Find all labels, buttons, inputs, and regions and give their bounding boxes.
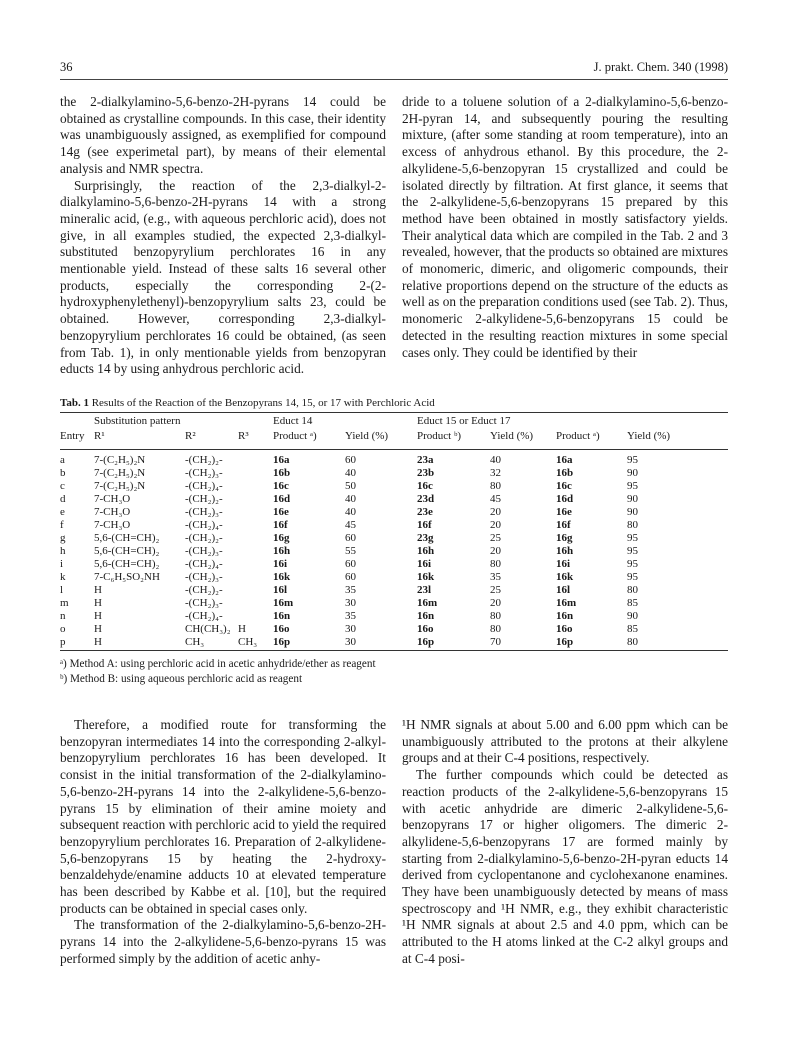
table-cell: 16f: [273, 519, 288, 531]
table-cell: 95: [627, 558, 638, 570]
table-rule-bottom: [60, 650, 728, 651]
table-entry-label: i: [60, 558, 64, 570]
table-cell: H: [94, 597, 102, 609]
table-cell: 16h: [417, 545, 435, 557]
table-cell: -(CH₂)₂-: [185, 532, 223, 544]
paragraph: dride to a toluene solution of a 2-dialkylamino-5,6-benzo-2H-pyran 14, and subsequently pouring the resulting mixture, (after some standing at room temperature), into an excess of anhydrous ethanol. By this procedure, the 2-alkylidene-5,6-benzopyran 15 crystallized and could be isolated directly by filtration. At first glance, it seems that the 2-alkylidene-5,6-benzopyrans 15 prepared by this method have been obtained in mostly satisfactory yields. Their analytical data which are compiled in the Tab. 2 and 3 revealed, however, that the products so obtained are mixtures of monomeric, dimeric, and oligomeric compounds, their relative proportions depend on the structure of the educts as well as on the preparation conditions used (see Tab. 2). Thus, monomeric 2-alkylidene-5,6-benzopyrans 15 could be detected in the resulting reaction mixtures in some special cases only. They could be identified by their: [402, 94, 728, 360]
table-cell: 95: [627, 571, 638, 583]
header-rule: [60, 79, 728, 80]
table-cell: 90: [627, 610, 638, 622]
table-group-header: Educt 14: [273, 415, 313, 427]
table-cell: 23l: [417, 584, 432, 596]
table-cell: -(CH₂)₃-: [185, 506, 223, 518]
table-cell: 23b: [417, 467, 435, 479]
table-entry-label: c: [60, 480, 65, 492]
table-cell: 16g: [273, 532, 290, 544]
table-cell: 23g: [417, 532, 434, 544]
table-cell: CH(CH₃)₂: [185, 623, 231, 635]
table-cell: 95: [627, 532, 638, 544]
table-cell: 45: [345, 519, 356, 531]
table-cell: 16l: [556, 584, 571, 596]
table-cell: 23e: [417, 506, 433, 518]
table-cell: 16m: [273, 597, 294, 609]
table-entry-label: k: [60, 571, 66, 583]
table-cell: 35: [490, 571, 501, 583]
table-cell: 30: [345, 636, 356, 648]
table-cell: 16g: [556, 532, 573, 544]
paragraph: The further compounds which could be detected as reaction products of the 2-alkylidene-5,6-benzopyrans 15 with acetic anhydride are dimeric 2-alkylidene-5,6-benzopyrans 17 or higher oligomers. The dimeric 2-alkylidene-5,6-benzopyrans 17 are formed mainly by starting from 2-dialkylamino-5,6-benzo-2H-pyran educts 14 derived from cyclopentanone and cyclohexanone enamines. They have been unambiguously detected by means of mass spectroscopy and ¹H NMR, e.g., they exhibit characteristic ¹H NMR signals at about 2.5 and 4.0 ppm, which can be attributed to the H atoms linked at the C-2 alkyl groups and at C-4 posi-: [402, 767, 728, 966]
table-cell: 60: [345, 558, 356, 570]
table-cell: 16p: [273, 636, 291, 648]
table-cell: 5,6-(CH=CH)₂: [94, 545, 160, 557]
table-cell: 16l: [273, 584, 288, 596]
table-entry-label: g: [60, 532, 66, 544]
table-cell: 16d: [556, 493, 574, 505]
table-cell: H: [238, 623, 246, 635]
table-column-header: R²: [185, 430, 196, 442]
table-column-header: Product ᵃ): [273, 430, 317, 442]
table-cell: 40: [490, 454, 501, 466]
table-cell: 16n: [273, 610, 291, 622]
table-cell: 7-CH₃O: [94, 506, 131, 518]
text-column-right-bottom: [402, 717, 728, 968]
table-cell: 85: [627, 597, 638, 609]
table-cell: 25: [490, 532, 501, 544]
table-cell: 60: [345, 571, 356, 583]
table-column-header: Yield (%): [345, 430, 389, 442]
table-cell: -(CH₂)₃-: [185, 571, 223, 583]
table-cell: CH₃: [238, 636, 258, 648]
table-entry-label: n: [60, 610, 66, 622]
table-cell: 16m: [556, 597, 577, 609]
table-cell: 16k: [273, 571, 291, 583]
table-cell: H: [94, 623, 102, 635]
table-column-header: Yield (%): [490, 430, 534, 442]
table-cell: 16d: [273, 493, 291, 505]
table-cell: 90: [627, 467, 638, 479]
table-column-header: Product ᵇ): [417, 430, 462, 442]
footnote-a: ᵃ) Method A: using perchloric acid in acetic anhydride/ether as reagent: [60, 658, 376, 670]
table-cell: 7-CH₃O: [94, 493, 131, 505]
journal-reference: J. prakt. Chem. 340 (1998): [593, 60, 728, 74]
paragraph: ¹H NMR signals at about 5.00 and 6.00 ppm which can be unambiguously attributed to the protons at their alkylene groups and at their C-4 positions, respectively.: [402, 717, 728, 766]
table-cell: 25: [490, 584, 501, 596]
table-cell: -(CH₂)₄-: [185, 480, 223, 492]
table-cell: 35: [345, 610, 356, 622]
table-cell: -(CH₂)₃-: [185, 597, 223, 609]
table-cell: 5,6-(CH=CH)₂: [94, 558, 160, 570]
table-cell: 16i: [273, 558, 288, 570]
paragraph: the 2-dialkylamino-5,6-benzo-2H-pyrans 14 could be obtained as crystalline compounds. In this case, their identity was unambiguously assigned, as exemplified for compound 14g (see experimetal part), by means of their elemental analysis and NMR spectra.: [60, 94, 386, 176]
table-cell: H: [94, 610, 102, 622]
table-cell: 80: [627, 636, 638, 648]
table-cell: 35: [345, 584, 356, 596]
table-cell: 80: [490, 480, 501, 492]
page-number: 36: [60, 60, 73, 74]
table-cell: 16f: [556, 519, 571, 531]
table-cell: 5,6-(CH=CH)₂: [94, 532, 160, 544]
table-cell: H: [94, 584, 102, 596]
table-cell: 90: [627, 493, 638, 505]
table-cell: 16c: [273, 480, 289, 492]
table-cell: 16k: [417, 571, 435, 583]
table-cell: -(CH₂)₃-: [185, 545, 223, 557]
table-cell: 30: [345, 597, 356, 609]
table-cell: 16h: [556, 545, 574, 557]
page-header: [60, 60, 728, 78]
table-cell: 16e: [273, 506, 289, 518]
table-cell: 16a: [273, 454, 290, 466]
table-cell: 40: [345, 506, 356, 518]
table-cell: 20: [490, 519, 501, 531]
table-cell: H: [94, 636, 102, 648]
table-cell: -(CH₂)₄-: [185, 610, 223, 622]
table-cell: 40: [345, 467, 356, 479]
table-cell: 16h: [273, 545, 291, 557]
table-entry-label: p: [60, 636, 66, 648]
table-cell: 16f: [417, 519, 432, 531]
table-cell: 16p: [417, 636, 435, 648]
table-cell: 23d: [417, 493, 435, 505]
table-cell: 7-(C₂H₅)₂N: [94, 467, 146, 479]
table-cell: CH₃: [185, 636, 205, 648]
table-cell: 80: [490, 610, 501, 622]
table-cell: 7-C₆H₅SO₂NH: [94, 571, 160, 583]
table-cell: 16n: [556, 610, 574, 622]
table-cell: 80: [627, 584, 638, 596]
table-column-header: Product ᵃ): [556, 430, 600, 442]
table-rule-top: [60, 412, 728, 413]
table-cell: -(CH₂)₂-: [185, 454, 223, 466]
footnote-b: ᵇ) Method B: using aqueous perchloric acid as reagent: [60, 673, 303, 685]
table-cell: 16i: [417, 558, 432, 570]
table-cell: 20: [490, 545, 501, 557]
table-cell: 23a: [417, 454, 434, 466]
table-column-header: R¹: [94, 430, 105, 442]
table-cell: 16b: [273, 467, 291, 479]
table-entry-label: o: [60, 623, 66, 635]
table-entry-label: f: [60, 519, 64, 531]
text-column-left-bottom: [60, 717, 386, 968]
table-cell: 16o: [556, 623, 573, 635]
table-group-header: Substitution pattern: [94, 415, 181, 427]
table-cell: 95: [627, 454, 638, 466]
table-cell: 20: [490, 506, 501, 518]
table-caption-text: Results of the Reaction of the Benzopyrans 14, 15, or 17 with Perchloric Acid: [91, 397, 435, 409]
table-entry-label: d: [60, 493, 66, 505]
table-rule-header: [60, 449, 728, 450]
table-cell: 16m: [417, 597, 438, 609]
table-cell: 45: [490, 493, 501, 505]
table-entry-label: e: [60, 506, 65, 518]
table-entry-label: a: [60, 454, 65, 466]
table-cell: 7-CH₃O: [94, 519, 131, 531]
table-cell: 16o: [273, 623, 290, 635]
text-column-left-top: [60, 94, 386, 378]
table-cell: 20: [490, 597, 501, 609]
table-cell: 32: [490, 467, 501, 479]
table-entry-label: b: [60, 467, 66, 479]
table-cell: 16e: [556, 506, 572, 518]
paragraph: Therefore, a modified route for transforming the benzopyran intermediates 14 into the corresponding 2-alkyl-benzopyrylium perchlorates 16 has been developed. It consist in the initial transformation of the 2-dialkylamino-5,6-benzo-2H-pyrans 14 into the 2-alkylidene-5,6-benzo-pyrans 15 by elimination of their amine moiety and subsequent reaction with perchloric acid to yield the required benzopyrylium perchlorates 16. Preparation of 2-alkylidene-5,6-benzopyrans 15 by heating the 2-hydroxy-benzaldehyde/enamine adducts 10 at elevated temperature has been described by Kabbe et al. [10], but the required products can be obtained in special cases only.: [60, 717, 386, 916]
table-cell: 16p: [556, 636, 574, 648]
table-cell: -(CH₂)₂-: [185, 584, 223, 596]
table-cell: 60: [345, 532, 356, 544]
table-cell: 16a: [556, 454, 573, 466]
table-cell: -(CH₂)₄-: [185, 519, 223, 531]
table-column-header: Entry: [60, 430, 85, 442]
table-caption-label: Tab. 1: [60, 397, 89, 409]
table-entry-label: l: [60, 584, 64, 596]
table-cell: 95: [627, 545, 638, 557]
table-cell: 7-(C₂H₅)₂N: [94, 480, 146, 492]
table-cell: 16c: [417, 480, 433, 492]
table-entry-label: m: [60, 597, 69, 609]
table-group-header: Educt 15 or Educt 17: [417, 415, 511, 427]
table-cell: 16i: [556, 558, 571, 570]
table-column-header: R³: [238, 430, 249, 442]
table-cell: 16n: [417, 610, 435, 622]
table-cell: 30: [345, 623, 356, 635]
table-cell: 16o: [417, 623, 434, 635]
text-column-right-top: [402, 94, 728, 361]
table-cell: 85: [627, 623, 638, 635]
table-cell: -(CH₂)₃-: [185, 467, 223, 479]
table-cell: 80: [490, 623, 501, 635]
table-cell: 80: [627, 519, 638, 531]
table-cell: 50: [345, 480, 356, 492]
table-cell: 70: [490, 636, 501, 648]
table-cell: 90: [627, 506, 638, 518]
table-cell: 16c: [556, 480, 572, 492]
table-cell: -(CH₂)₄-: [185, 558, 223, 570]
table-cell: 60: [345, 454, 356, 466]
table-cell: -(CH₂)₂-: [185, 493, 223, 505]
table-cell: 40: [345, 493, 356, 505]
table-cell: 80: [490, 558, 501, 570]
table-cell: 55: [345, 545, 356, 557]
table-caption: [60, 397, 435, 409]
table-cell: 7-(C₂H₅)₂N: [94, 454, 146, 466]
table-cell: 16k: [556, 571, 574, 583]
table-entry-label: h: [60, 545, 66, 557]
paragraph: Surprisingly, the reaction of the 2,3-dialkyl-2-dialkylamino-5,6-benzo-2H-pyrans 14 with a strong mineralic acid, (e.g., with aqueous perchloric acid), does not give, in all examples studied, the expected 2,3-dialkyl-substituted benzopyrylium perchlorates 16 in any mentionable yield. Instead of these salts 16 several other products, especially the corresponding 2-(2-hydroxyphenylethenyl)-benzopyrylium salts 23, could be obtained. However, corresponding 2,3-dialkyl-benzopyrylium perchlorates 16 could be obtained, (as seen from Tab. 1), in only mentionable yields from benzopyran educts 14 by using anhydrous perchloric acid.: [60, 177, 386, 377]
table-cell: 16b: [556, 467, 574, 479]
paragraph: The transformation of the 2-dialkylamino-5,6-benzo-2H-pyrans 14 into the 2-alkylidene-5,6-benzo-pyrans 15 was performed simply by the addition of acetic anhy-: [60, 917, 386, 966]
table-cell: 95: [627, 480, 638, 492]
table-column-header: Yield (%): [627, 430, 671, 442]
